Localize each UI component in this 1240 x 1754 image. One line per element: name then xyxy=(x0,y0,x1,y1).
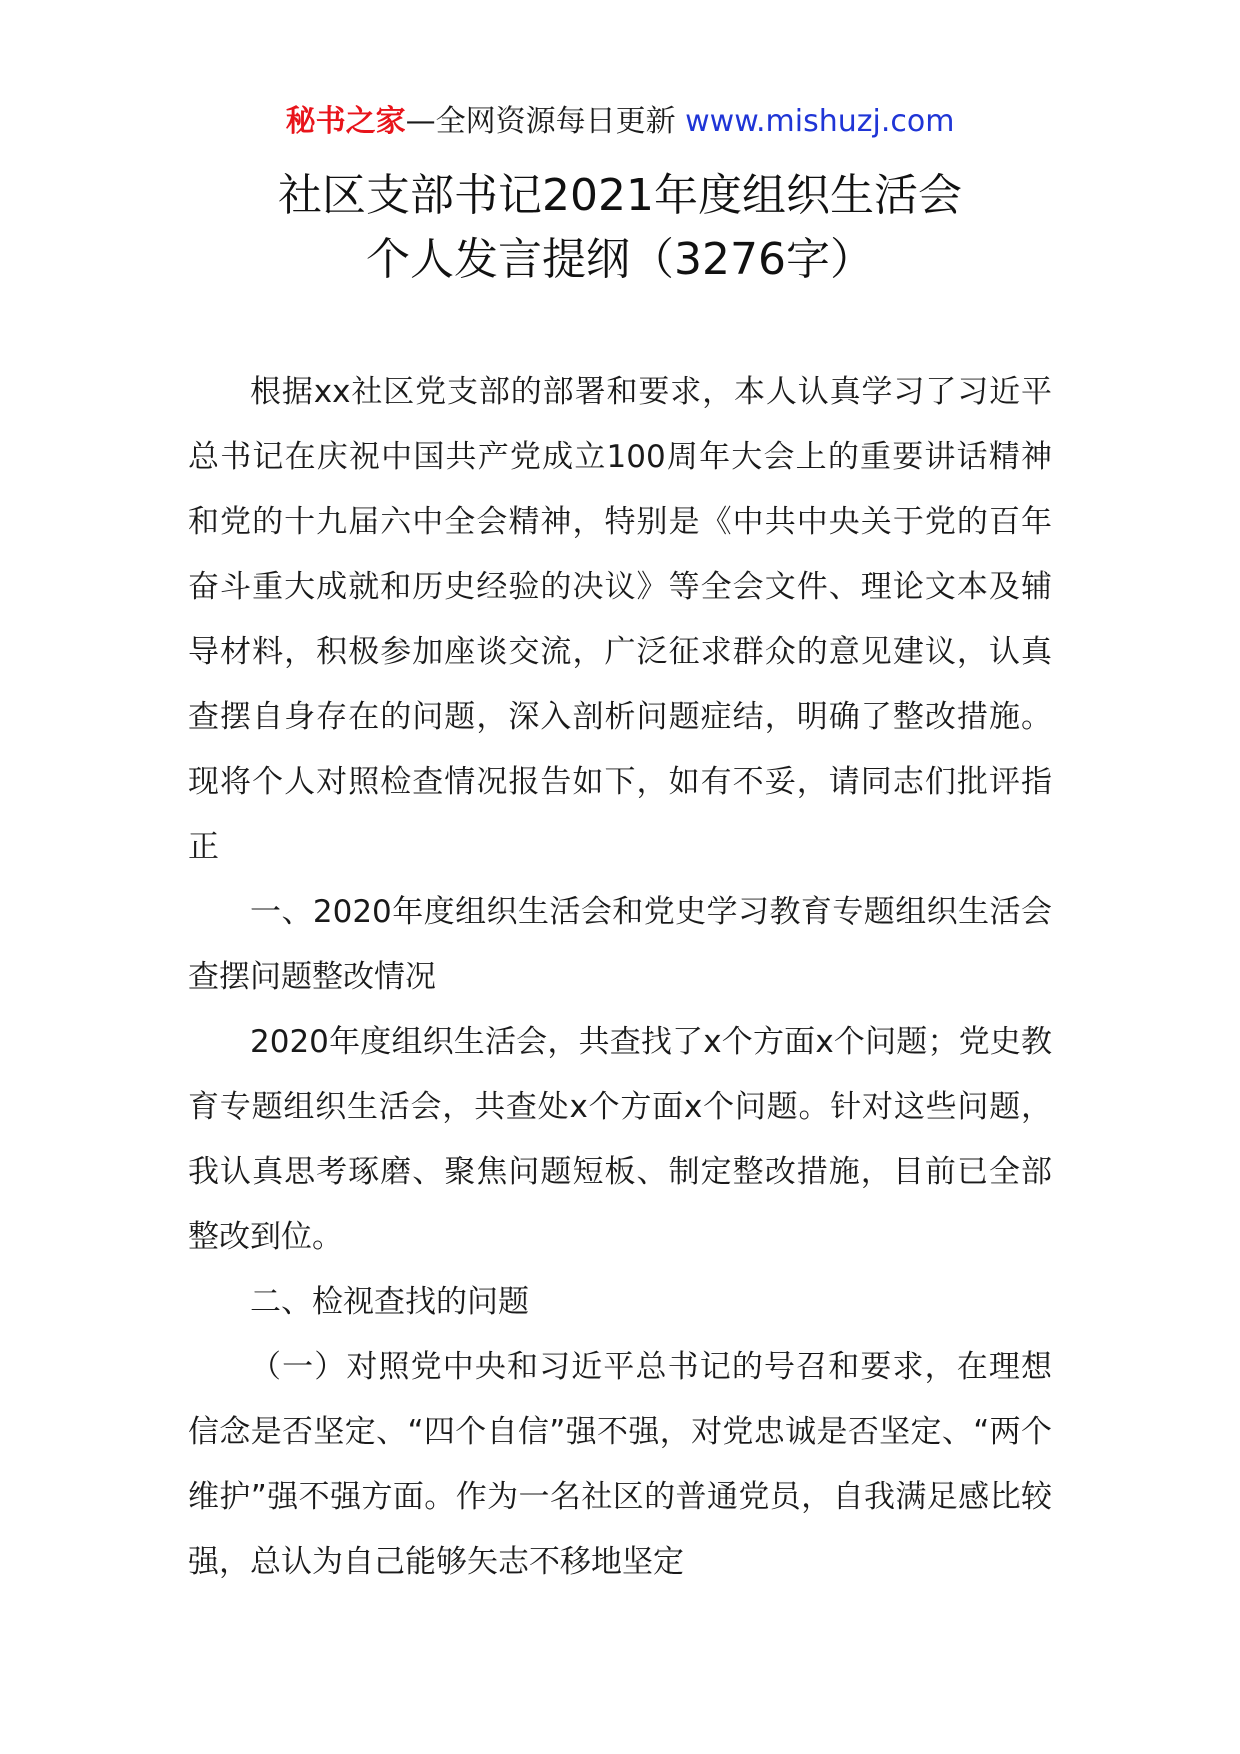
section-heading-2: 二、检视查找的问题 xyxy=(250,1284,529,1320)
brand-name: 秘书之家 xyxy=(285,104,406,139)
watermark-header xyxy=(0,100,1240,144)
paragraph-rectification: 2020年度组织生活会，共查找了x个方面x个问题；党史教育专题组织生活会，共查处x个方面x个问题。针对这些问题，我认真思考琢磨、聚焦问题短板、制定整改措施，目前已全部整改到位。 xyxy=(188,1024,1052,1255)
section-heading-1: 一、2020年度组织生活会和党史学习教育专题组织生活会查摆问题整改情况 xyxy=(188,894,1052,995)
document-body xyxy=(188,360,1052,1595)
paragraph-subsection-1: （一）对照党中央和习近平总书记的号召和要求，在理想信念是否坚定、“四个自信”强不强，对党忠诚是否坚定、“两个维护”强不强方面。作为一名社区的普通党员，自我满足感比较强，总认为自己能够矢志不移地坚定 xyxy=(188,1349,1052,1580)
website-link[interactable]: www.mishuzj.com xyxy=(685,104,955,139)
header-tagline: —全网资源每日更新 xyxy=(405,104,686,139)
document-title-line-2: 个人发言提纲（3276字） xyxy=(366,234,874,285)
paragraph-intro: 根据xx社区党支部的部署和要求，本人认真学习了习近平总书记在庆祝中国共产党成立100周年大会上的重要讲话精神和党的十九届六中全会精神，特别是《中共中央关于党的百年奋斗重大成就和历史经验的决议》等全会文件、理论文本及辅导材料，积极参加座谈交流，广泛征求群众的意见建议，认真查摆自身存在的问题，深入剖析问题症结，明确了整改措施。现将个人对照检查情况报告如下，如有不妥，请同志们批评指正 xyxy=(188,374,1052,865)
document-title-line-1: 社区支部书记2021年度组织生活会 xyxy=(278,170,962,221)
